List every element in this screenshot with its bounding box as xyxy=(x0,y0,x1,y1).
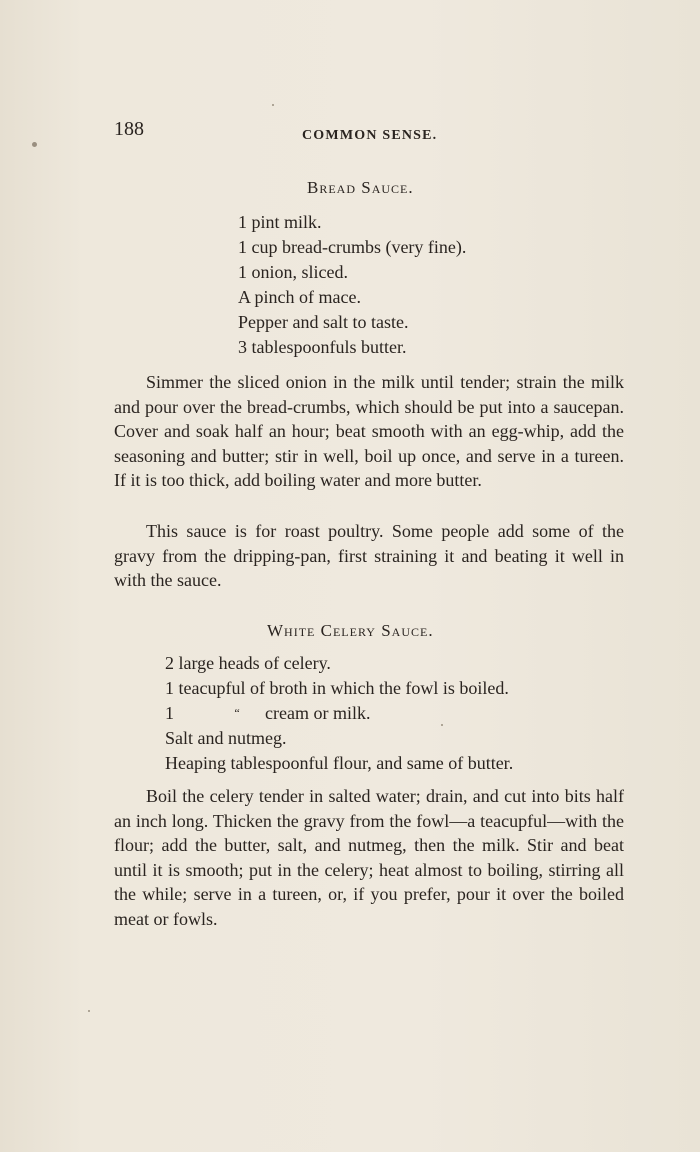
ingredient-item: Heaping tablespoonful flour, and same of butter. xyxy=(165,753,514,773)
paper-speck xyxy=(88,1010,90,1012)
ingredient-item: 3 tablespoonfuls butter. xyxy=(238,337,407,357)
ditto-number: 1 xyxy=(165,703,174,723)
ditto-text: cream or milk. xyxy=(265,703,371,723)
recipe-title-white-celery-sauce: White Celery Sauce. xyxy=(267,621,434,640)
ingredient-item: 1 pint milk. xyxy=(238,212,322,232)
ingredient-item: 1 cup bread-crumbs (very fine). xyxy=(238,237,467,257)
instructions-paragraph: Simmer the sliced onion in the milk until tender; strain the milk and pour over the bread-crumbs, which should be put into a saucepan. Cover and soak half an hour; beat smooth with an egg-whip, add the seasoning and butter; stir in well, boil up once, and serve in a tureen. If it is too thick, add boiling water and more butter. xyxy=(114,372,624,490)
ingredient-item: 1 teacupful of broth in which the fowl is boiled. xyxy=(165,678,509,698)
ingredient-item: 2 large heads of celery. xyxy=(165,653,331,673)
ingredient-item-ditto xyxy=(165,701,513,726)
paper-speck xyxy=(32,142,37,147)
note-paragraph: This sauce is for roast poultry. Some people add some of the gravy from the dripping-pan, first straining it and beating it well in with the sauce. xyxy=(114,521,624,590)
ditto-mark: “ xyxy=(234,706,240,720)
ingredient-list-bread-sauce xyxy=(238,210,466,360)
page-number: 188 xyxy=(114,118,144,140)
page-header xyxy=(114,118,624,148)
ingredient-item: Pepper and salt to taste. xyxy=(238,312,409,332)
paper-speck xyxy=(272,104,274,106)
running-head: COMMON SENSE. xyxy=(302,128,438,143)
instructions-paragraph: Boil the celery tender in salted water; drain, and cut into bits half an inch long. Thicken the gravy from the fowl—a teacupful—with the flour; add the butter, salt, and nutmeg, then the milk. Stir and beat until it is smooth; put in the celery; heat almost to boiling, stirring all the while; serve in a tureen, or, if you prefer, pour it over the boiled meat or fowls. xyxy=(114,786,624,929)
ingredient-item: Salt and nutmeg. xyxy=(165,728,287,748)
ingredient-item: 1 onion, sliced. xyxy=(238,262,348,282)
ingredient-item: A pinch of mace. xyxy=(238,287,361,307)
recipe-title-bread-sauce: Bread Sauce. xyxy=(307,178,414,197)
ingredient-list-white-celery-sauce xyxy=(165,651,513,776)
